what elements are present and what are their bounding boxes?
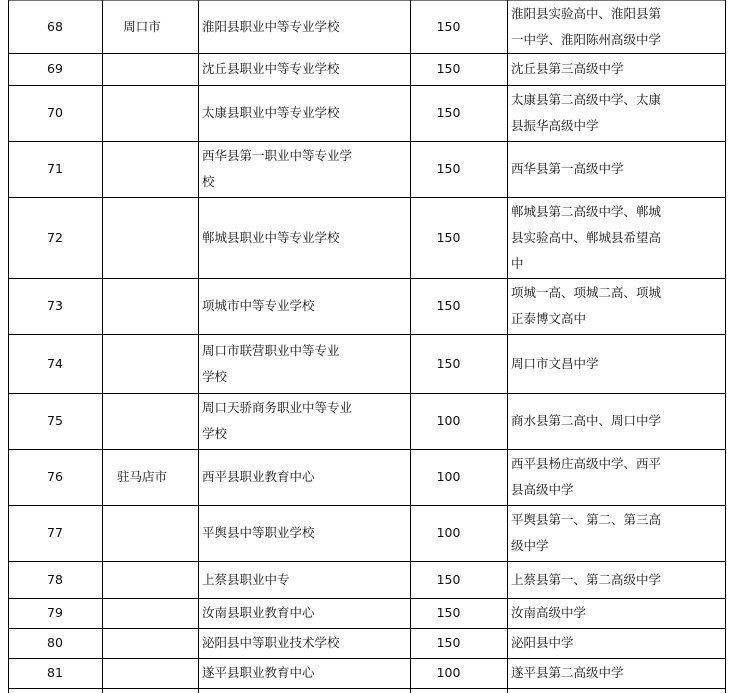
cell-quota: 100 — [436, 413, 461, 428]
cell-number: 77 — [47, 525, 63, 540]
cell-number: 75 — [47, 413, 63, 428]
cell-number: 76 — [47, 469, 63, 484]
column-border — [725, 0, 726, 693]
cell-partner-schools: 西华县第一高级中学 — [511, 161, 624, 176]
row-border — [8, 53, 725, 54]
cell-school: 太康县职业中等专业学校 — [202, 105, 340, 120]
cell-number: 81 — [47, 665, 63, 680]
cell-quota: 100 — [436, 469, 461, 484]
cell-partner-schools: 项城一高、项城二高、项城 正泰博文高中 — [511, 285, 662, 326]
cell-quota: 150 — [436, 61, 461, 76]
cell-number: 71 — [47, 161, 63, 176]
cell-partner-schools: 上蔡县第一、第二高级中学 — [511, 571, 662, 587]
row-border — [8, 658, 725, 659]
cell-school: 淮阳县职业中等专业学校 — [202, 18, 340, 34]
row-border — [8, 393, 725, 394]
cell-number: 78 — [47, 571, 63, 587]
cell-partner-schools: 平舆县第一、第二、第三高 级中学 — [511, 512, 662, 553]
cell-school: 郸城县职业中等专业学校 — [202, 229, 340, 245]
row-border — [8, 278, 725, 279]
cell-school: 沈丘县职业中等专业学校 — [202, 61, 340, 76]
cell-city: 驻马店市 — [116, 469, 167, 484]
cell-quota: 150 — [436, 105, 461, 120]
cell-quota: 150 — [436, 605, 461, 620]
cell-quota: 150 — [436, 355, 461, 371]
row-border — [8, 85, 725, 86]
row-border — [8, 598, 725, 599]
row-border — [8, 688, 725, 689]
cell-school: 汝南县职业教育中心 — [202, 605, 315, 620]
cell-number: 72 — [47, 229, 63, 245]
cell-partner-schools: 商水县第二高中、周口中学 — [511, 413, 662, 428]
cell-school: 西平县职业教育中心 — [202, 469, 315, 484]
cell-partner-schools: 泌阳县中学 — [511, 635, 574, 650]
cell-partner-schools: 遂平县第二高级中学 — [511, 665, 624, 680]
cell-number: 68 — [47, 18, 63, 34]
cell-quota: 150 — [436, 18, 461, 34]
cell-quota: 150 — [436, 635, 461, 650]
cell-quota: 150 — [436, 229, 461, 245]
cell-school: 项城市中等专业学校 — [202, 298, 315, 313]
cell-quota: 150 — [436, 298, 461, 313]
cell-school: 周口天骄商务职业中等专业 学校 — [202, 400, 353, 441]
column-border — [102, 0, 103, 693]
column-border — [198, 0, 199, 693]
cell-school: 西华县第一职业中等专业学 校 — [202, 148, 353, 189]
cell-quota: 150 — [436, 571, 461, 587]
cell-school: 上蔡县职业中专 — [202, 571, 290, 587]
cell-number: 70 — [47, 105, 63, 120]
row-border — [8, 334, 725, 335]
cell-partner-schools: 沈丘县第三高级中学 — [511, 61, 624, 76]
cell-partner-schools: 周口市文昌中学 — [511, 355, 599, 371]
cell-school: 周口市联营职业中等专业 学校 — [202, 342, 340, 384]
cell-school: 平舆县中等职业学校 — [202, 525, 315, 540]
row-border — [8, 628, 725, 629]
cell-school: 泌阳县中等职业技术学校 — [202, 635, 340, 650]
cell-partner-schools: 郸城县第二高级中学、郸城 县实验高中、郸城县希望高 中 — [511, 203, 662, 271]
row-border — [8, 561, 725, 562]
cell-quota: 100 — [436, 665, 461, 680]
column-border — [507, 0, 508, 693]
cell-quota: 100 — [436, 525, 461, 540]
cell-number: 80 — [47, 635, 63, 650]
cell-number: 73 — [47, 298, 63, 313]
cell-partner-schools: 太康县第二高级中学、太康 县振华高级中学 — [511, 92, 662, 133]
cell-partner-schools: 汝南高级中学 — [511, 605, 587, 620]
row-border — [8, 505, 725, 506]
row-border — [8, 141, 725, 142]
cell-number: 69 — [47, 61, 63, 76]
cell-school: 遂平县职业教育中心 — [202, 665, 315, 680]
cell-number: 79 — [47, 605, 63, 620]
cell-partner-schools: 西平县杨庄高级中学、西平 县高级中学 — [511, 456, 662, 497]
cell-number: 74 — [47, 355, 63, 371]
cell-quota: 150 — [436, 161, 461, 176]
cell-partner-schools: 淮阳县实验高中、淮阳县第 一中学、淮阳陈州高级中学 — [511, 5, 662, 47]
row-border — [8, 449, 725, 450]
cell-city: 周口市 — [123, 18, 161, 34]
